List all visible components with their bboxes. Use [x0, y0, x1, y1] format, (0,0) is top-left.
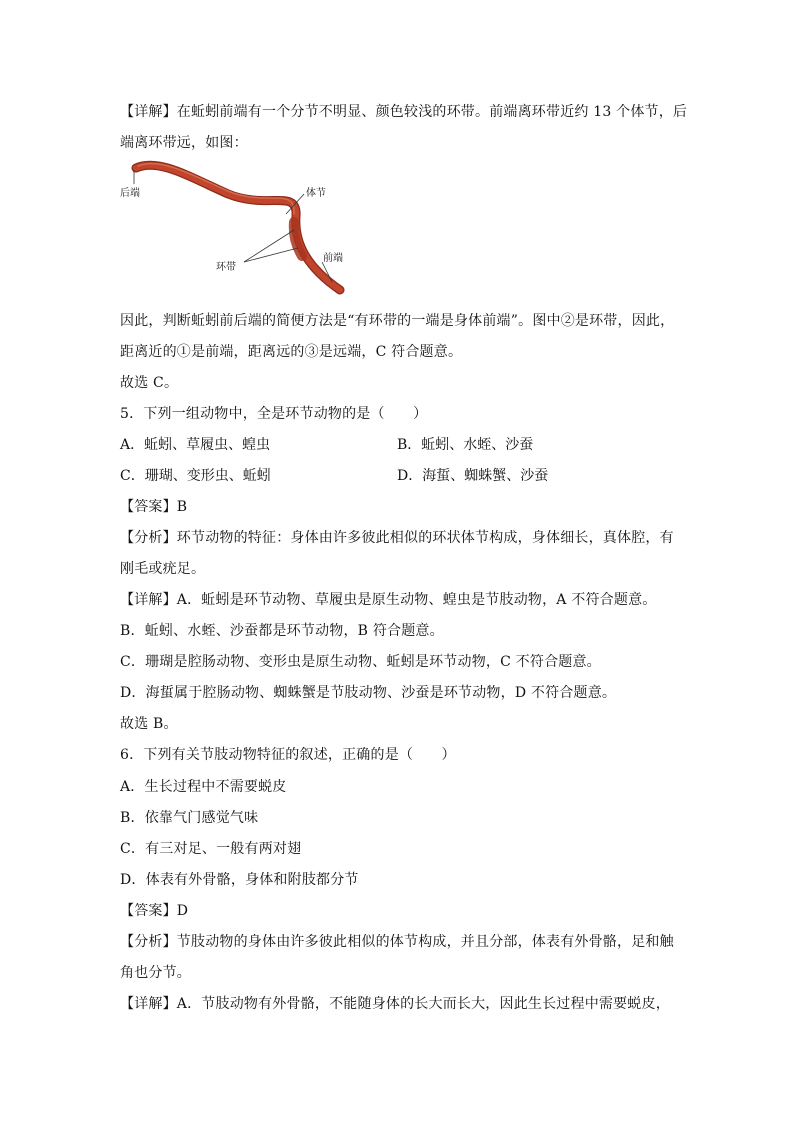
q6-option-a: A．生长过程中不需要蜕皮 [120, 779, 287, 795]
detail-line: 【详解】A．节肢动物有外骨骼，不能随身体的长大而长大，因此生长过程中需要蜕皮， [120, 996, 670, 1012]
q5-option-c: C．珊瑚、变形虫、蚯蚓 [120, 468, 271, 484]
text-line: B．蚯蚓、水蛭、沙蚕都是环节动物，B 符合题意。 [120, 623, 444, 639]
answer-line: 【答案】D [120, 903, 189, 919]
q5-option-b: B．蚯蚓、水蛭、沙蚕 [397, 437, 534, 453]
q5-option-a: A．蚯蚓、草履虫、蝗虫 [120, 437, 271, 453]
text-line: 端离环带远，如图： [120, 135, 248, 151]
label-rear: 后端 [120, 188, 140, 199]
leader-line-clitellum-1 [244, 230, 294, 262]
q6-option-b: B．依靠气门感觉气味 [120, 810, 259, 826]
text-line: 故选 B。 [120, 716, 178, 732]
detail-line: 【详解】A．蚯蚓是环节动物、草履虫是原生动物、蝗虫是节肢动物，A 不符合题意。 [120, 592, 657, 608]
text-line: 故选 C。 [120, 375, 179, 391]
earthworm-body [136, 165, 340, 290]
earthworm-body-highlight [136, 165, 340, 290]
text-line: 【详解】在蚯蚓前端有一个分节不明显、颜色较浅的环带。前端离环带近约 13 个体节，后 [120, 104, 688, 120]
text-line: 距离近的①是前端，距离远的③是远端，C 符合题意。 [120, 344, 463, 360]
label-front: 前端 [323, 253, 343, 264]
analysis-line: 【分析】节肢动物的身体由许多彼此相似的体节构成，并且分部，体表有外骨骼，足和触 [120, 934, 674, 950]
question-5-stem: 5．下列一组动物中，全是环节动物的是（ ） [120, 406, 428, 422]
q6-option-d: D．体表有外骨骼，身体和附肢都分节 [120, 872, 359, 888]
label-clitellum: 环带 [216, 262, 236, 273]
leader-line-clitellum-2 [244, 248, 298, 262]
text-line: 角也分节。 [120, 965, 191, 981]
text-line: 因此，判断蚯蚓前后端的简便方法是“有环带的一端是身体前端”。图中②是环带，因此， [120, 313, 675, 329]
earthworm-figure [118, 158, 358, 300]
analysis-line: 【分析】环节动物的特征：身体由许多彼此相似的环状体节构成，身体细长，真体腔，有 [120, 530, 674, 546]
earthworm-illustration [118, 158, 358, 300]
text-line: C．珊瑚是腔肠动物、变形虫是原生动物、蚯蚓是环节动物，C 不符合题意。 [120, 654, 601, 670]
q6-option-c: C．有三对足、一般有两对翅 [120, 841, 302, 857]
text-line: 刚毛或疣足。 [120, 561, 206, 577]
text-line: D．海蜇属于腔肠动物、蜘蛛蟹是节肢动物、沙蚕是环节动物，D 不符合题意。 [120, 685, 617, 701]
question-6-stem: 6．下列有关节肢动物特征的叙述，正确的是（ ） [120, 747, 456, 763]
q5-option-d: D．海蜇、蜘蛛蟹、沙蚕 [397, 468, 549, 484]
label-segment: 体节 [306, 188, 326, 199]
answer-line: 【答案】B [120, 499, 188, 515]
